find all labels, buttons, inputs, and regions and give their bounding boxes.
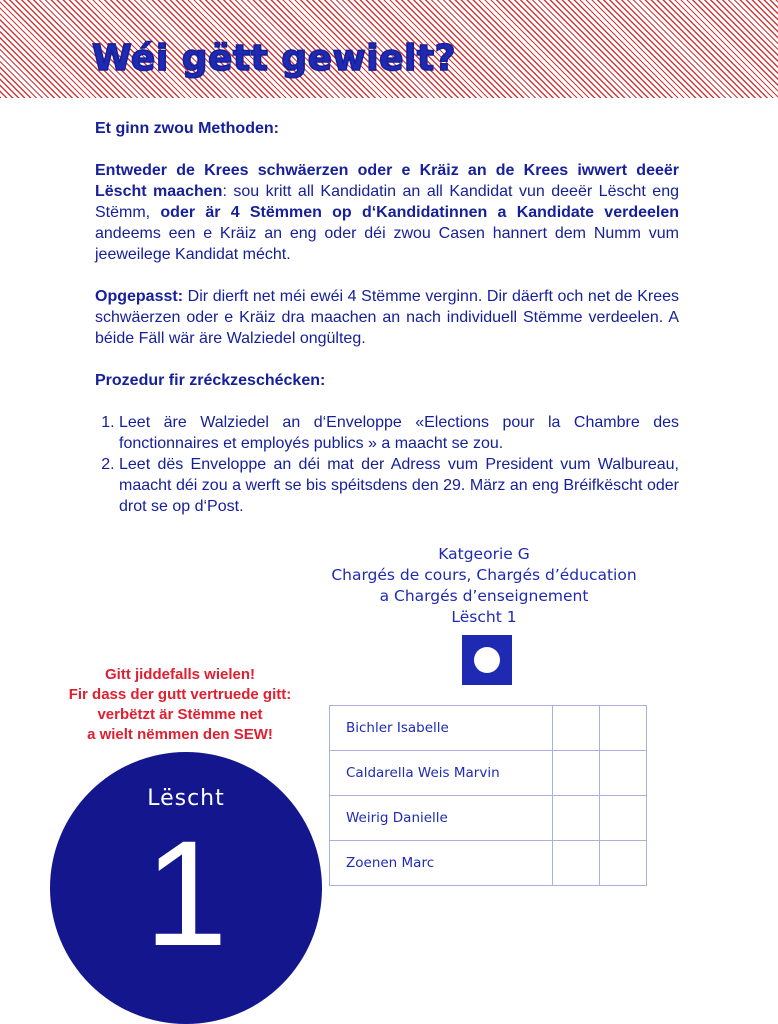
vote-box[interactable] <box>600 841 647 886</box>
candidate-name: Zoenen Marc <box>330 841 553 886</box>
methods-paragraph <box>95 160 679 265</box>
candidate-name: Bichler Isabelle <box>330 706 553 751</box>
list-vote-circle-icon[interactable] <box>474 647 500 673</box>
instructions <box>95 118 679 517</box>
vote-box[interactable] <box>600 796 647 841</box>
methods-heading: Et ginn zwou Methoden: <box>95 120 279 137</box>
list-badge <box>50 752 322 1024</box>
caution-bold: Opgepasst: <box>95 288 184 305</box>
category-heading <box>270 544 698 628</box>
table-row <box>330 841 647 886</box>
method-2-bold: oder är 4 Stëmmen op d‘Kandidatinnen a Kandidate verdeelen <box>160 204 679 221</box>
candidate-name: Weirig Danielle <box>330 796 553 841</box>
category-line: Chargés de cours, Chargés d’éducation <box>331 566 637 584</box>
reminder-line: Fir dass der gutt vertruede gitt: <box>68 686 292 703</box>
vote-box[interactable] <box>600 706 647 751</box>
procedure-heading: Prozedur fir zréckzeschécken: <box>95 372 326 389</box>
category-line: Katgeorie G <box>438 545 530 563</box>
vote-box[interactable] <box>553 841 600 886</box>
method-1-text: : sou kritt all Kandidatin an all Kandidat vun deeër Lëscht eng Stëmm, <box>95 183 680 221</box>
procedure-step: 1. Leet äre Walziedel an d‘Enveloppe «Elections pour la Chambre des fonctionnaires et employés publics » a maacht se zou. <box>119 412 679 454</box>
header-banner <box>0 0 778 98</box>
method-1-bold: Entweder de Krees schwäerzen oder e Kräiz an de Krees iwwert deeër Lëscht maachen <box>95 162 679 200</box>
candidate-table <box>329 705 647 886</box>
vote-box[interactable] <box>553 796 600 841</box>
vote-box[interactable] <box>553 706 600 751</box>
method-2-text: andeems een e Kräiz an eng oder déi zwou Casen hannert dem Numm vum jeeweilege Kandidat mécht. <box>95 225 679 263</box>
vote-box[interactable] <box>600 751 647 796</box>
list-vote-square[interactable] <box>462 635 512 685</box>
reminder-line: a wielt nëmmen den SEW! <box>87 726 273 743</box>
list-badge-label: Lëscht <box>147 786 225 811</box>
category-line: a Chargés d’enseignement <box>379 587 589 605</box>
candidate-name: Caldarella Weis Marvin <box>330 751 553 796</box>
page-title: Wéi gëtt gewielt? <box>92 38 456 79</box>
reminder-line: verbëtzt är Stëmme net <box>97 706 263 723</box>
reminder-line: Gitt jiddefalls wielen! <box>104 666 256 683</box>
procedure-steps <box>95 412 679 517</box>
caution-paragraph <box>95 286 679 349</box>
category-line: Lëscht 1 <box>451 608 517 626</box>
caution-text: Dir dierft net méi ewéi 4 Stëmme verginn. Dir däerft och net de Krees schwäerzen oder e Kräiz dra maachen an nach individuell Stëmme verdeelen. A béide Fäll wär äre Walziedel ongülteg. <box>95 288 679 347</box>
list-badge-number: 1 <box>144 809 228 977</box>
vote-box[interactable] <box>553 751 600 796</box>
table-row <box>330 706 647 751</box>
table-row <box>330 796 647 841</box>
procedure-step: 2. Leet dës Enveloppe an déi mat der Adress vum President vum Walbureau, maacht déi zou a werft se bis spéitsdens den 29. März an eng Bréifkëscht oder drot se op d‘Post. <box>119 454 679 517</box>
table-row <box>330 751 647 796</box>
vote-reminder <box>30 665 330 745</box>
